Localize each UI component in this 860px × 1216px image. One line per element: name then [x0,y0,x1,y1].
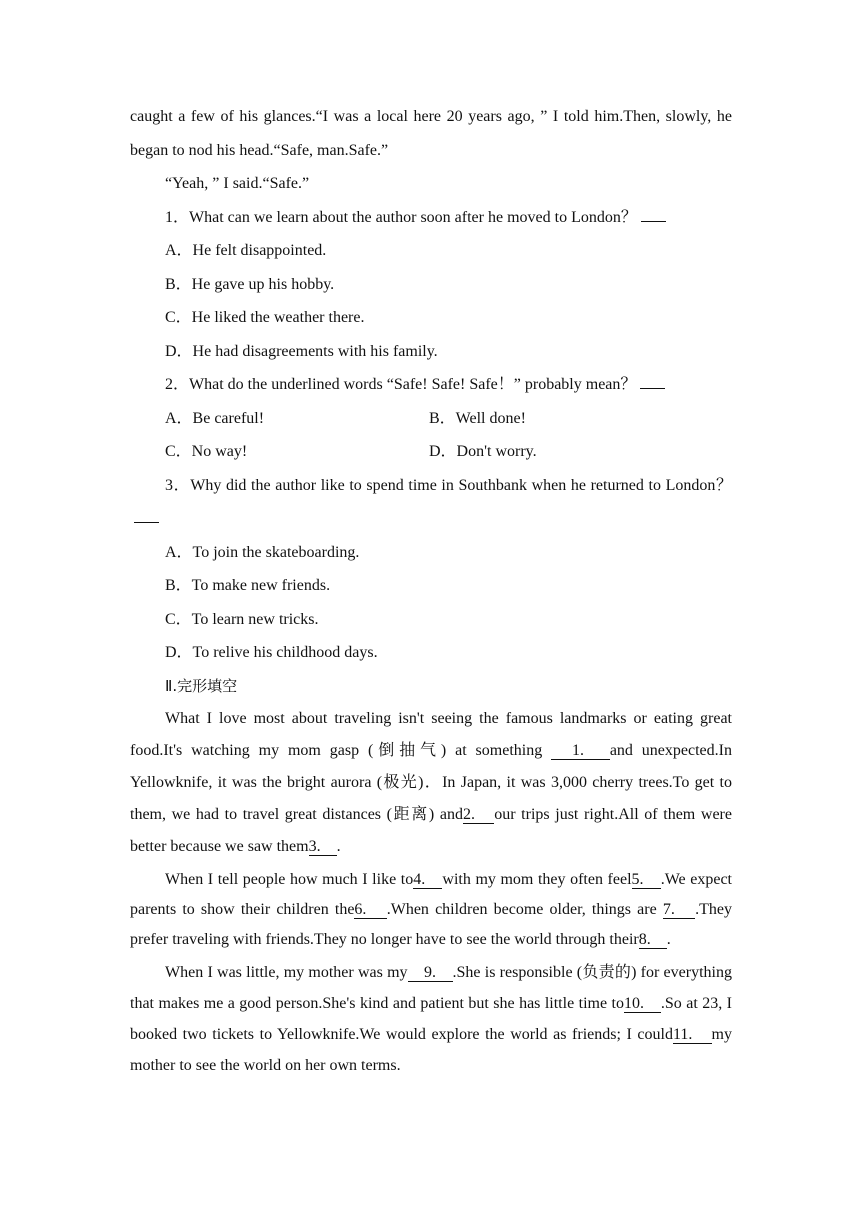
document-page [130,100,732,1081]
cloze-blank-6[interactable]: 6. [354,901,387,918]
cloze-blank-3[interactable]: 3. [308,838,337,855]
question-3-text-line-1: 3．Why did the author like to spend time in Southbank when he returned to [165,476,661,494]
cloze-text: . [666,931,671,948]
answer-blank-3[interactable] [134,508,159,523]
question-3-text-line-2: London？ [665,476,733,494]
question-2-option-a: A．Be careful! [165,409,265,427]
cloze-blank-1[interactable]: 1. [551,742,610,759]
answer-blank-1[interactable] [641,207,666,222]
question-2-option-d: D．Don't worry. [429,443,537,460]
cloze-paragraph-2 [130,865,732,955]
cloze-text: .They prefer traveling with friends.They no longer have to see the world through their [130,901,732,948]
passage-line-1: caught a few of his glances.“I was a local here 20 years ago, ” I told him.Then, slowly, [130,108,712,125]
cloze-paragraph-1 [130,703,732,863]
cloze-text: our trips just right.All of them were better because we saw them [130,806,732,855]
question-2-text: 2．What do the underlined words “Safe! Safe! Safe！” probably mean？ [165,376,637,393]
question-2-options-row-1 [130,402,732,436]
cloze-text: with my mom they often feel [442,871,632,888]
cloze-blank-8[interactable]: 8. [638,931,667,948]
cloze-text: my mother to see the world on her own terms. [130,1026,732,1074]
cloze-blank-4[interactable]: 4. [413,871,443,888]
cloze-blank-5[interactable]: 5. [631,871,661,888]
cloze-text: .When children become older, things are [386,901,663,918]
question-3-option-b: B．To make new friends. [165,577,331,594]
question-3-option-a: A．To join the skateboarding. [165,543,360,561]
cloze-text: .We expect parents to show their children the [130,871,732,918]
question-1-option-b: B．He gave up his hobby. [165,275,335,293]
passage-line-2: he began to nod his head.“Safe, man.Safe.” [130,108,733,159]
cloze-blank-9[interactable]: 9. [407,964,453,981]
question-3-option-c: C．To learn new tricks. [165,610,319,628]
cloze-text: .She is responsible (负责的) for everything that makes me a good person.She's kind and patient but she has little time to [130,964,732,1012]
question-1-option-a: A．He felt disappointed. [165,242,327,259]
question-2-option-c: C．No way! [165,443,248,460]
question-3-stem [130,469,732,536]
question-1-option-c: C．He liked the weather there. [165,309,365,326]
cloze-blank-7[interactable]: 7. [662,901,696,918]
cloze-text: .So at 23, I booked two tickets to Yellowknife.We would explore the world as friends; I could [130,995,732,1043]
question-3-option-d: D．To relive his childhood days. [165,644,378,661]
cloze-text: What I love most about traveling isn't seeing the famous landmarks or eating great food.It's watching my mom gasp (倒抽气) at something [130,710,732,759]
cloze-blank-2[interactable]: 2. [462,806,495,823]
passage-text-line [130,100,732,167]
question-2-options-row-2 [130,435,732,469]
question-1-option-d: D．He had disagreements with his family. [165,342,438,360]
cloze-paragraph-3 [130,957,732,1081]
question-1-text: 1．What can we learn about the author soon after he moved to London？ [165,208,637,226]
answer-blank-2[interactable] [640,374,665,389]
question-1-stem [130,201,732,235]
cloze-text: When I tell people how much I like to [165,871,414,888]
cloze-blank-11[interactable]: 11. [672,1026,712,1043]
question-2-option-b: B．Well done! [429,409,526,427]
section-heading: Ⅱ.完形填空 [165,676,238,695]
passage-line-3: “Yeah, ” I said.“Safe.” [165,175,310,192]
cloze-text: When I was little, my mother was my [165,964,408,981]
question-2-stem [130,368,732,402]
cloze-text: and unexpected.In Yellowknife, it was the bright aurora (极光)．In Japan, it was 3,000 cherry trees.To get to them, we had to travel great distances (距离) and [130,742,732,823]
cloze-blank-10[interactable]: 10. [623,995,661,1012]
cloze-text: . [336,838,341,855]
